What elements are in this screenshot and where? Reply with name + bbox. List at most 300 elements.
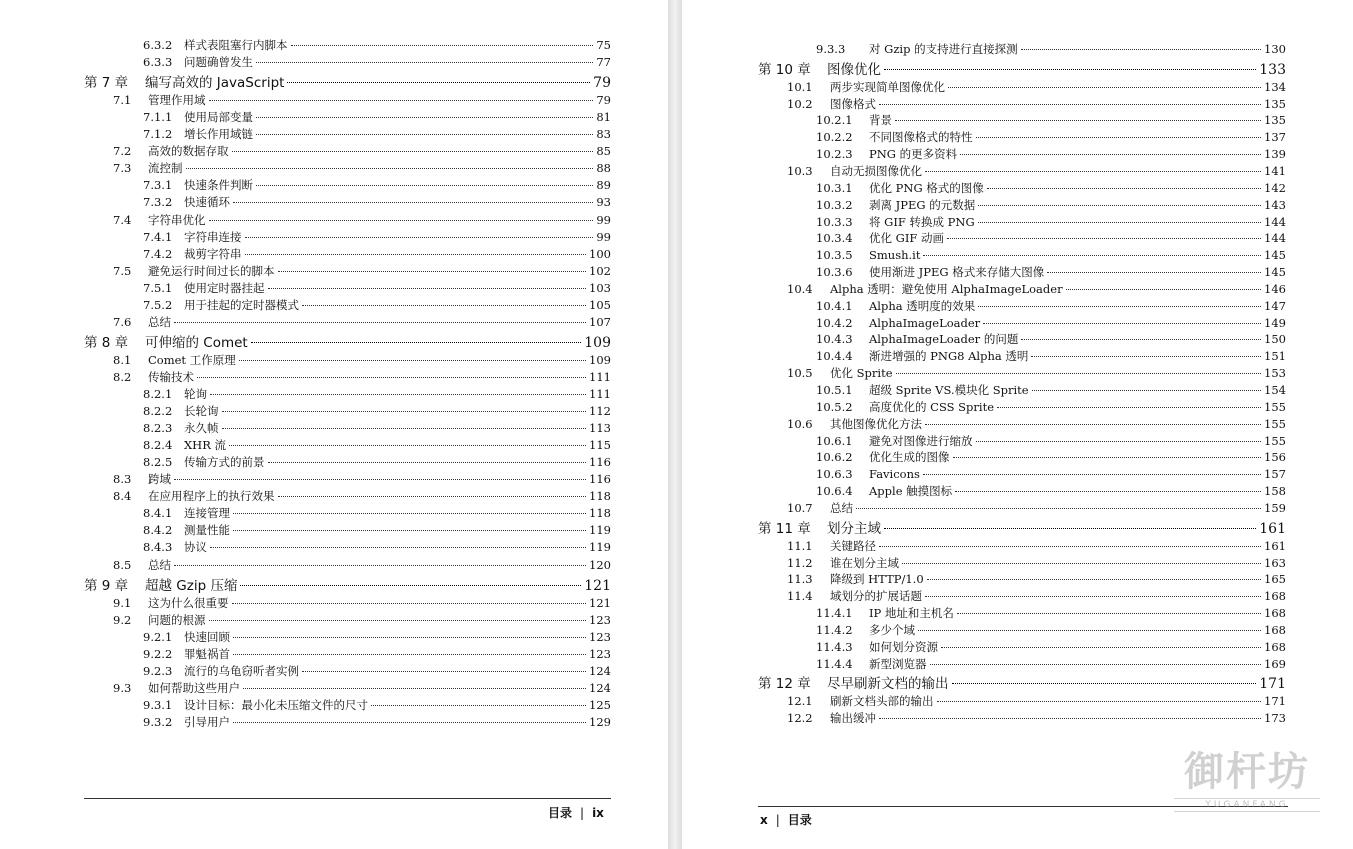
- toc-entry-title: 编写高效的 JavaScript: [145, 75, 285, 92]
- toc-entry-page-number: 116: [589, 472, 611, 487]
- toc-entry-number: 9.3.1: [143, 697, 173, 712]
- dot-leader: [302, 671, 586, 672]
- toc-entry: [113, 352, 611, 368]
- toc-entry: [787, 79, 1286, 95]
- toc-entry: [143, 54, 611, 70]
- toc-entry-number: 9.1: [113, 595, 132, 610]
- toc-entry-title: Smush.it: [869, 248, 921, 263]
- dot-leader: [957, 613, 1261, 614]
- toc-entry-number: 10.4.1: [816, 298, 853, 313]
- toc-entry-page-number: 153: [1264, 366, 1286, 381]
- toc-entry-number: 9.2: [113, 612, 132, 627]
- toc-entry-number: 7.2: [113, 144, 132, 159]
- toc-entry-page-number: 161: [1259, 520, 1286, 537]
- footer-page-number-left: ix: [592, 806, 604, 820]
- dot-leader: [918, 630, 1261, 631]
- toc-entry-title: Alpha 透明：避免使用 AlphaImageLoader: [830, 281, 1063, 296]
- toc-entry-page-number: 125: [589, 697, 611, 712]
- toc-entry: [816, 230, 1286, 246]
- toc-entry-page-number: 154: [1264, 383, 1286, 397]
- toc-entry-number: 9.3.2: [143, 714, 173, 729]
- toc-entry: [143, 646, 611, 662]
- toc-entry-page-number: 109: [584, 334, 611, 351]
- dot-leader: [302, 305, 586, 306]
- toc-entry-number: 7.5.1: [143, 280, 173, 295]
- watermark-text-cn: 御杆坊: [1184, 748, 1310, 795]
- dot-leader: [233, 722, 586, 723]
- toc-entry: [143, 246, 611, 262]
- dot-leader: [948, 87, 1261, 88]
- toc-entry: [113, 595, 611, 611]
- toc-entry-page-number: 146: [1264, 281, 1286, 296]
- toc-entry-page-number: 119: [589, 540, 611, 555]
- toc-entry-title: 使用局部变量: [184, 110, 253, 125]
- dot-leader: [239, 360, 586, 361]
- dot-leader: [937, 701, 1262, 702]
- toc-entry: [113, 680, 611, 696]
- toc-entry: [143, 109, 611, 125]
- dot-leader: [243, 688, 586, 689]
- dot-leader: [240, 585, 581, 586]
- toc-entry-number: 8.4.2: [143, 523, 173, 538]
- toc-entry-page-number: 169: [1264, 656, 1286, 671]
- toc-entry-number: 6.3.2: [143, 38, 173, 52]
- toc-entry-page-number: 129: [589, 714, 611, 729]
- toc-entry: [816, 605, 1286, 621]
- toc-entry-title: 域划分的扩展话题: [830, 589, 922, 604]
- toc-entry-page-number: 161: [1264, 538, 1286, 553]
- toc-entry-title: Apple 触摸图标: [869, 484, 953, 499]
- toc-entry: [787, 555, 1286, 571]
- dot-leader: [186, 168, 594, 169]
- footer-rule-left: [84, 798, 611, 799]
- dot-leader: [978, 222, 1261, 223]
- toc-entry-number: 7.1.2: [143, 127, 173, 142]
- toc-entry-title: 这为什么很重要: [148, 595, 229, 610]
- dot-leader: [278, 271, 587, 272]
- toc-entry: [143, 37, 611, 53]
- toc-entry-number: 10.3: [787, 163, 813, 178]
- toc-entry: [143, 505, 611, 521]
- toc-entry-page-number: 135: [1264, 113, 1286, 128]
- toc-entry-page-number: 115: [589, 438, 611, 453]
- dot-leader: [209, 100, 594, 101]
- toc-entry-page-number: 143: [1264, 197, 1286, 212]
- toc-entry-page-number: 88: [596, 161, 611, 176]
- toc-entry-number: 10.5.2: [816, 399, 853, 414]
- toc-entry-number: 7.1.1: [143, 110, 173, 125]
- dot-leader: [229, 445, 586, 446]
- toc-entry-title: 优化 Sprite: [830, 366, 893, 381]
- toc-entry-page-number: 99: [596, 229, 611, 244]
- toc-entry-title: 背景: [869, 113, 892, 128]
- toc-entry: [143, 663, 611, 679]
- dot-leader: [987, 188, 1261, 189]
- dot-leader: [976, 137, 1262, 138]
- toc-entry-title: 谁在划分主域: [830, 555, 899, 570]
- dot-leader: [923, 255, 1261, 256]
- toc-entry-number: 8.5: [113, 557, 132, 572]
- toc-entry-title: 图像格式: [830, 96, 876, 111]
- toc-entry: [787, 281, 1286, 297]
- dot-leader: [232, 603, 587, 604]
- toc-entry-page-number: 121: [584, 577, 611, 594]
- toc-entry: [143, 454, 611, 470]
- toc-entry-title: 测量性能: [184, 523, 230, 538]
- dot-leader: [947, 238, 1261, 239]
- toc-entry-number: 7.4.1: [143, 229, 173, 244]
- toc-entry-number: 8.4.1: [143, 506, 173, 521]
- toc-entry-page-number: 147: [1264, 298, 1286, 313]
- dot-leader: [197, 377, 586, 378]
- toc-entry: [787, 416, 1286, 432]
- toc-entry: [143, 177, 611, 193]
- toc-entry-page-number: 79: [593, 75, 611, 92]
- toc-entry-title: Comet 工作原理: [148, 352, 236, 367]
- toc-entry-page-number: 75: [596, 38, 611, 52]
- toc-entry-page-number: 118: [589, 489, 611, 504]
- toc-entry-title: 罪魁祸首: [184, 646, 230, 661]
- toc-entry-number: 10.3.2: [816, 197, 853, 212]
- toc-entry: [816, 180, 1286, 196]
- dot-leader: [233, 654, 586, 655]
- toc-entry-title: 流控制: [148, 161, 183, 176]
- toc-entry-number: 第 12 章: [758, 676, 811, 693]
- toc-entry-number: 10.6.1: [816, 433, 853, 448]
- toc-entry-number: 7.4.2: [143, 246, 173, 261]
- toc-entry-title: 用于挂起的定时器模式: [184, 297, 299, 312]
- toc-entry-number: 11.3: [787, 572, 813, 587]
- toc-entry-title: 裁剪字符串: [184, 246, 242, 261]
- toc-entry-title: Alpha 透明度的效果: [869, 298, 976, 313]
- toc-entry-number: 9.2.1: [143, 629, 173, 644]
- toc-entry-number: 8.2.2: [143, 404, 173, 419]
- toc-entry-title: PNG 的更多资料: [869, 147, 958, 162]
- toc-entry-number: 8.4: [113, 489, 132, 504]
- dot-leader: [923, 474, 1261, 475]
- toc-entry-title: 总结: [830, 500, 853, 515]
- toc-entry: [816, 315, 1286, 331]
- toc-entry-number: 10.6.4: [816, 484, 853, 499]
- toc-entry-number: 10.6.2: [816, 450, 853, 465]
- dot-leader: [927, 579, 1261, 580]
- dot-leader: [953, 457, 1262, 458]
- toc-entry: [143, 714, 611, 730]
- dot-leader: [245, 254, 587, 255]
- toc-entry-page-number: 151: [1264, 349, 1286, 364]
- toc-entry-page-number: 111: [589, 369, 611, 384]
- dot-leader: [233, 637, 586, 638]
- toc-entry: [143, 194, 611, 210]
- toc-entry-page-number: 89: [596, 178, 611, 193]
- toc-entry-title: 对 Gzip 的支持进行直接探测: [869, 42, 1018, 56]
- toc-entry-page-number: 157: [1264, 467, 1286, 482]
- toc-entry-number: 7.1: [113, 93, 132, 108]
- dot-leader: [983, 323, 1261, 324]
- dot-leader: [896, 373, 1262, 374]
- toc-entry: [816, 264, 1286, 280]
- dot-leader: [856, 508, 1261, 509]
- toc-entry-title: 超级 Sprite VS.模块化 Sprite: [869, 383, 1029, 397]
- toc-entry-page-number: 168: [1264, 639, 1286, 654]
- toc-entry-title: 问题确曾发生: [184, 55, 253, 70]
- toc-entry: [143, 403, 611, 419]
- toc-entry-page-number: 144: [1264, 231, 1286, 246]
- toc-entry-number: 10.6: [787, 416, 813, 431]
- footer-left: [548, 804, 604, 821]
- toc-entry-title: 样式表阻塞行内脚本: [184, 38, 288, 52]
- dot-leader: [222, 428, 587, 429]
- dot-leader: [222, 411, 587, 412]
- dot-leader: [884, 69, 1256, 70]
- toc-entry-number: 7.3: [113, 161, 132, 176]
- toc-entry: [816, 41, 1286, 57]
- toc-entry: [143, 420, 611, 436]
- toc-entry: [143, 629, 611, 645]
- toc-entry-page-number: 149: [1264, 315, 1286, 330]
- toc-entry-page-number: 123: [589, 629, 611, 644]
- toc-chapter-entry: [84, 73, 611, 93]
- toc-entry-number: 10.3.4: [816, 231, 853, 246]
- dot-leader: [955, 491, 1261, 492]
- toc-entry-number: 7.5.2: [143, 297, 173, 312]
- toc-entry-title: 总结: [148, 557, 171, 572]
- toc-entry-page-number: 116: [589, 455, 611, 470]
- toc-entry-number: 8.2.3: [143, 421, 173, 436]
- toc-entry-number: 11.2: [787, 555, 813, 570]
- toc-entry-page-number: 158: [1264, 484, 1286, 499]
- toc-entry-title: 高效的数据存取: [148, 144, 229, 159]
- toc-entry-page-number: 163: [1264, 555, 1286, 570]
- toc-entry-title: 总结: [148, 314, 171, 329]
- dot-leader: [952, 683, 1257, 684]
- toc-entry-title: 跨域: [148, 472, 171, 487]
- right-page: [682, 0, 1353, 849]
- toc-entry: [816, 298, 1286, 314]
- toc-entry: [816, 656, 1286, 672]
- toc-entry-page-number: 142: [1264, 180, 1286, 195]
- toc-entry-number: 10.3.5: [816, 248, 853, 263]
- toc-entry: [113, 488, 611, 504]
- dot-leader: [256, 134, 593, 135]
- dot-leader: [1047, 272, 1261, 273]
- toc-entry-number: 11.4.2: [816, 622, 853, 637]
- toc-entry: [787, 500, 1286, 516]
- toc-entry: [113, 160, 611, 176]
- toc-entry-title: 输出缓冲: [830, 711, 876, 726]
- toc-entry-page-number: 130: [1264, 42, 1286, 56]
- toc-entry: [787, 571, 1286, 587]
- toc-entry: [143, 437, 611, 453]
- dot-leader: [1021, 339, 1261, 340]
- toc-entry-number: 10.3.1: [816, 180, 853, 195]
- toc-entry: [143, 126, 611, 142]
- dot-leader: [291, 45, 594, 46]
- footer-separator-left: |: [580, 806, 585, 820]
- dot-leader: [233, 530, 586, 531]
- dot-leader: [210, 394, 586, 395]
- toc-entry-title: 增长作用域链: [184, 127, 253, 142]
- dot-leader: [879, 546, 1261, 547]
- toc-entry-number: 10.4.4: [816, 349, 853, 364]
- toc-entry: [143, 229, 611, 245]
- toc-entry-page-number: 93: [596, 195, 611, 210]
- toc-entry-number: 第 10 章: [758, 61, 811, 78]
- toc-entry-title: 避免对图像进行缩放: [869, 433, 973, 448]
- toc-entry-page-number: 113: [589, 421, 611, 436]
- toc-entry-title: 划分主域: [827, 520, 881, 537]
- dot-leader: [174, 479, 586, 480]
- toc-entry-page-number: 118: [589, 506, 611, 521]
- toc-entry-title: 优化 PNG 格式的图像: [869, 180, 984, 195]
- toc-entry-page-number: 145: [1264, 265, 1286, 280]
- dot-leader: [930, 664, 1262, 665]
- toc-entry-title: 快速回顾: [184, 629, 230, 644]
- dot-leader: [256, 62, 593, 63]
- toc-entry-title: 快速循环: [184, 195, 230, 210]
- toc-entry-page-number: 150: [1264, 332, 1286, 347]
- toc-entry-title: 剥离 JPEG 的元数据: [869, 197, 976, 212]
- toc-chapter-entry: [758, 519, 1286, 539]
- dot-leader: [978, 205, 1261, 206]
- dot-leader: [1021, 49, 1261, 50]
- dot-leader: [209, 220, 594, 221]
- toc-entry: [816, 112, 1286, 128]
- toc-entry-title: 如何划分资源: [869, 639, 938, 654]
- dot-leader: [174, 565, 586, 566]
- toc-entry: [816, 348, 1286, 364]
- toc-entry: [787, 710, 1286, 726]
- dot-leader: [941, 647, 1261, 648]
- toc-entry-number: 第 11 章: [758, 520, 811, 537]
- dot-leader: [209, 620, 587, 621]
- toc-entry: [816, 129, 1286, 145]
- toc-entry-title: 字符串连接: [184, 229, 242, 244]
- toc-entry-number: 8.2: [113, 369, 132, 384]
- toc-entry-title: 避免运行时间过长的脚本: [148, 263, 275, 278]
- toc-entry-number: 7.6: [113, 314, 132, 329]
- toc-entry-title: 新型浏览器: [869, 656, 927, 671]
- toc-entry: [816, 466, 1286, 482]
- toc-entry: [143, 386, 611, 402]
- toc-entry-title: 传输方式的前景: [184, 455, 265, 470]
- toc-entry: [816, 449, 1286, 465]
- toc-entry-page-number: 112: [589, 404, 611, 419]
- toc-entry: [816, 331, 1286, 347]
- toc-entry: [787, 538, 1286, 554]
- toc-entry-page-number: 123: [589, 646, 611, 661]
- toc-entry-title: 永久帧: [184, 421, 219, 436]
- dot-leader: [902, 563, 1261, 564]
- toc-entry-page-number: 107: [589, 314, 611, 329]
- watermark-logo: [1168, 748, 1326, 818]
- toc-entry-number: 7.3.1: [143, 178, 173, 193]
- toc-entry-number: 8.4.3: [143, 540, 173, 555]
- toc-entry: [113, 212, 611, 228]
- toc-entry-number: 10.2.2: [816, 130, 853, 145]
- toc-entry-number: 10.6.3: [816, 467, 853, 482]
- toc-entry-page-number: 139: [1264, 147, 1286, 162]
- toc-entry-number: 12.1: [787, 694, 813, 709]
- footer-page-number-right: x: [760, 813, 768, 827]
- dot-leader: [976, 441, 1262, 442]
- toc-entry-page-number: 123: [589, 612, 611, 627]
- toc-entry: [816, 399, 1286, 415]
- toc-entry-number: 11.4: [787, 589, 813, 604]
- dot-leader: [1066, 289, 1261, 290]
- toc-entry-number: 8.1: [113, 352, 132, 367]
- dot-leader: [1031, 356, 1261, 357]
- toc-entry: [143, 539, 611, 555]
- toc-entry-number: 10.4: [787, 281, 813, 296]
- toc-entry-page-number: 168: [1264, 606, 1286, 621]
- footer-label-right: 目录: [787, 813, 812, 827]
- dot-leader: [960, 154, 1261, 155]
- toc-entry-title: 使用渐进 JPEG 格式来存储大图像: [869, 265, 1045, 280]
- toc-entry-title: 高度优化的 CSS Sprite: [869, 399, 995, 414]
- dot-leader: [256, 185, 593, 186]
- toc-chapter-entry: [84, 333, 611, 353]
- dot-leader: [884, 528, 1256, 529]
- watermark-text-en: YUGANFANG: [1174, 798, 1320, 812]
- toc-entry-title: 字符串优化: [148, 212, 206, 227]
- toc-entry-page-number: 103: [589, 280, 611, 295]
- toc-entry-page-number: 156: [1264, 450, 1286, 465]
- toc-entry-number: 7.4: [113, 212, 132, 227]
- toc-entry-page-number: 102: [589, 263, 611, 278]
- toc-entry: [816, 197, 1286, 213]
- toc-entry: [816, 639, 1286, 655]
- toc-chapter-entry: [758, 674, 1286, 694]
- toc-entry-title: 其他图像优化方法: [830, 416, 922, 431]
- toc-entry-number: 11.4.3: [816, 639, 853, 654]
- toc-entry: [787, 588, 1286, 604]
- toc-entry-title: 关键路径: [830, 538, 876, 553]
- toc-entry-title: 将 GIF 转换成 PNG: [869, 214, 975, 229]
- toc-entry: [143, 280, 611, 296]
- toc-entry: [787, 163, 1286, 179]
- toc-entry: [113, 263, 611, 279]
- dot-leader: [879, 718, 1261, 719]
- toc-entry-page-number: 109: [589, 352, 611, 367]
- toc-entry-page-number: 141: [1264, 163, 1286, 178]
- dot-leader: [1032, 390, 1261, 391]
- toc-entry: [816, 382, 1286, 398]
- toc-entry-title: 问题的根源: [148, 612, 206, 627]
- toc-entry-page-number: 85: [596, 144, 611, 159]
- toc-entry-title: Favicons: [869, 467, 920, 482]
- toc-entry-title: 可伸缩的 Comet: [145, 334, 248, 351]
- dot-leader: [210, 547, 586, 548]
- dot-leader: [233, 202, 593, 203]
- toc-entry-title: XHR 流: [184, 438, 227, 453]
- toc-entry-page-number: 135: [1264, 96, 1286, 111]
- toc-entry-title: 多少个域: [869, 622, 915, 637]
- toc-entry-title: 传输技术: [148, 369, 194, 384]
- dot-leader: [997, 407, 1261, 408]
- toc-entry-page-number: 81: [596, 110, 611, 125]
- toc-entry: [143, 297, 611, 313]
- toc-entry-page-number: 159: [1264, 500, 1286, 515]
- dot-leader: [268, 288, 587, 289]
- toc-entry-title: 轮询: [184, 387, 207, 401]
- toc-entry-page-number: 171: [1259, 676, 1286, 693]
- toc-entry-number: 9.2.3: [143, 663, 173, 678]
- toc-entry-number: 10.2.1: [816, 113, 853, 128]
- toc-entry-page-number: 121: [589, 595, 611, 610]
- toc-entry-page-number: 155: [1264, 399, 1286, 414]
- book-gutter: [668, 0, 682, 849]
